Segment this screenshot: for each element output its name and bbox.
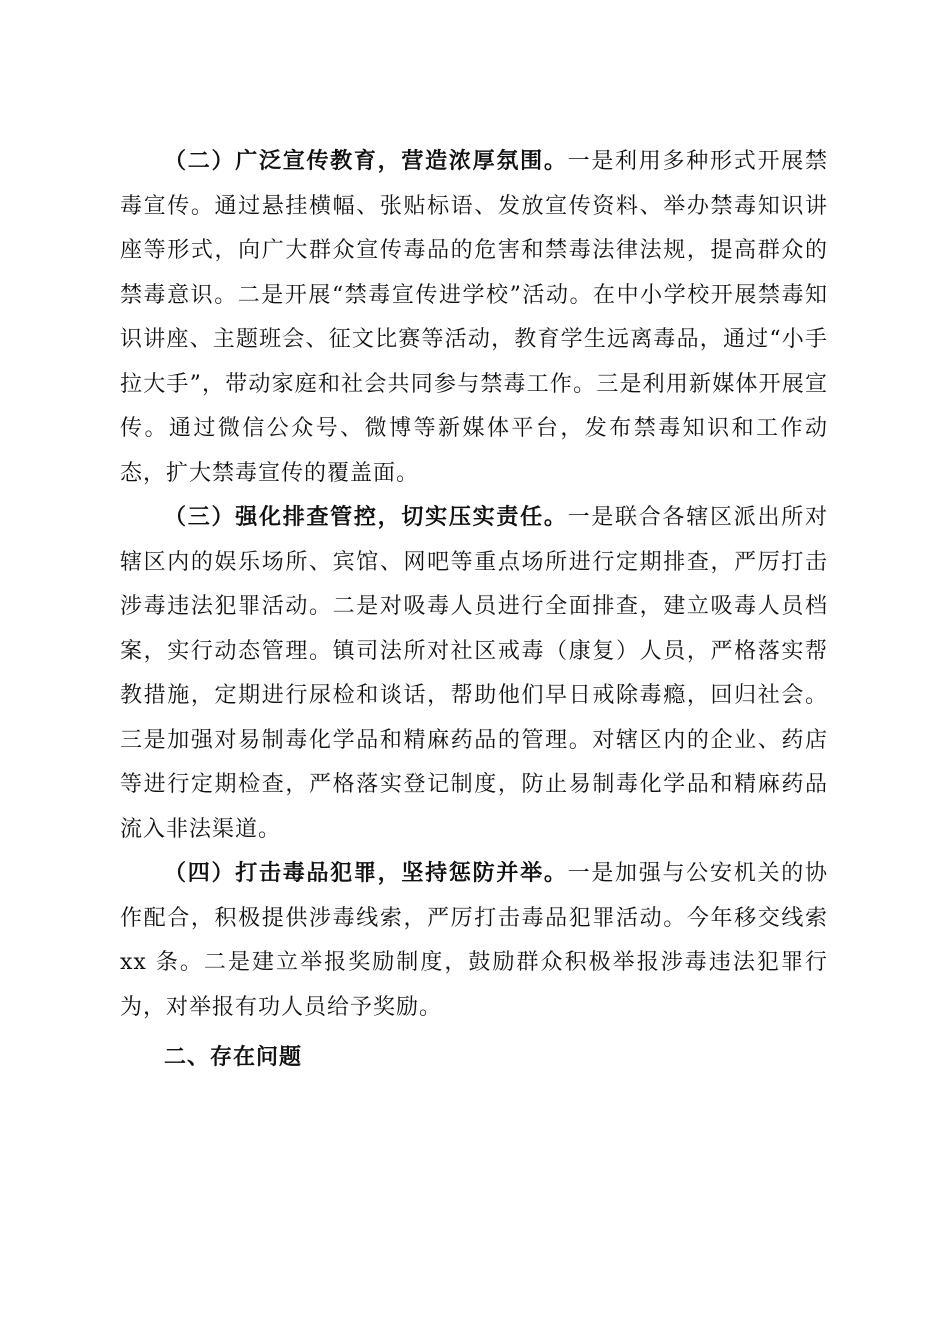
paragraph-inspection — [120, 496, 828, 852]
document-page — [120, 140, 828, 1081]
paragraph-lead: （四）打击毒品犯罪，坚持惩防并举。 — [164, 861, 568, 886]
section-heading: 二、存在问题 — [164, 1045, 303, 1070]
paragraph-body: 一是加强与公安机关的协作配合，积极提供涉毒线索，严厉打击毒品犯罪活动。今年移交线索 xx 条。二是建立举报奖励制度，鼓励群众积极举报涉毒违法犯罪行为，对举报有功人员给予奖励。 — [120, 861, 828, 1020]
paragraph-publicity — [120, 140, 828, 496]
paragraph-body: 一是联合各辖区派出所对辖区内的娱乐场所、宾馆、网吧等重点场所进行定期排查，严厉打击涉毒违法犯罪活动。二是对吸毒人员进行全面排查，建立吸毒人员档案，实行动态管理。镇司法所对社区戒毒（康复）人员，严格落实帮教措施，定期进行尿检和谈话，帮助他们早日戒除毒瘾，回归社会。三是加强对易制毒化学品和精麻药品的管理。对辖区内的企业、药店等进行定期检查，严格落实登记制度，防止易制毒化学品和精麻药品流入非法渠道。 — [120, 505, 828, 842]
paragraph-lead: （二）广泛宣传教育，营造浓厚氛围。 — [164, 149, 568, 174]
paragraph-lead: （三）强化排查管控，切实压实责任。 — [164, 505, 568, 530]
paragraph-crackdown — [120, 852, 828, 1030]
paragraph-body: 一是利用多种形式开展禁毒宣传。通过悬挂横幅、张贴标语、发放宣传资料、举办禁毒知识讲座等形式，向广大群众宣传毒品的危害和禁毒法律法规，提高群众的禁毒意识。二是开展“禁毒宣传进学校”活动。在中小学校开展禁毒知识讲座、主题班会、征文比赛等活动，教育学生远离毒品，通过“小手拉大手”，带动家庭和社会共同参与禁毒工作。三是利用新媒体开展宣传。通过微信公众号、微博等新媒体平台，发布禁毒知识和工作动态，扩大禁毒宣传的覆盖面。 — [120, 149, 828, 486]
